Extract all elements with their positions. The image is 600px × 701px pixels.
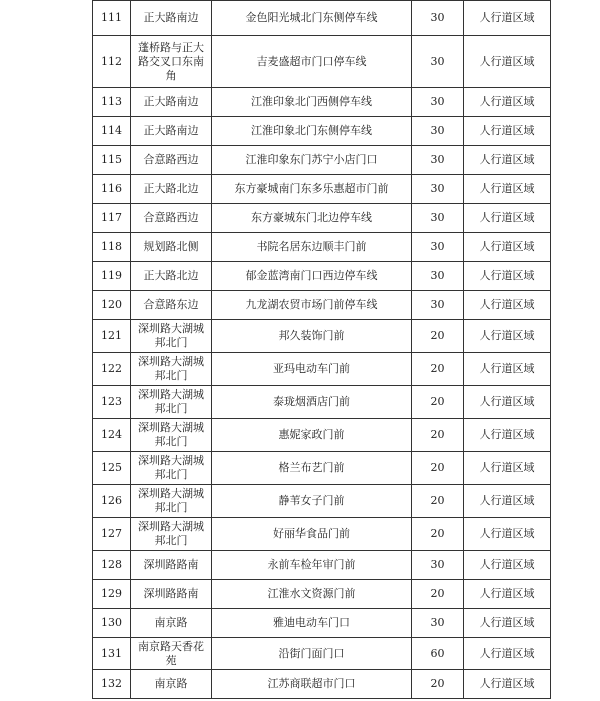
area-cell: 人行道区域 [464,419,551,452]
table-row [93,353,551,386]
road-cell: 深圳路大湖城邦北门 [131,452,212,485]
row-number-cell: 132 [93,670,131,699]
road-cell: 正大路南边 [131,1,212,36]
row-number-cell: 114 [93,117,131,146]
count-cell: 60 [412,638,464,670]
location-cell: 永前车检年审门前 [212,551,412,580]
count-cell: 30 [412,233,464,262]
count-cell: 20 [412,452,464,485]
row-number-cell: 127 [93,518,131,551]
count-cell: 30 [412,146,464,175]
road-cell: 合意路东边 [131,291,212,320]
road-cell: 南京路 [131,670,212,699]
parking-table-body [93,1,551,699]
road-cell: 规划路北侧 [131,233,212,262]
location-cell: 江淮印象北门东侧停车线 [212,117,412,146]
count-cell: 30 [412,291,464,320]
location-cell: 江淮水文资源门前 [212,580,412,609]
area-cell: 人行道区域 [464,353,551,386]
area-cell: 人行道区域 [464,175,551,204]
row-number-cell: 115 [93,146,131,175]
area-cell: 人行道区域 [464,485,551,518]
road-cell: 合意路西边 [131,204,212,233]
table-row [93,36,551,88]
row-number-cell: 124 [93,419,131,452]
count-cell: 30 [412,262,464,291]
row-number-cell: 129 [93,580,131,609]
count-cell: 20 [412,518,464,551]
count-cell: 30 [412,204,464,233]
row-number-cell: 122 [93,353,131,386]
road-cell: 深圳路大湖城邦北门 [131,353,212,386]
road-cell: 合意路西边 [131,146,212,175]
table-row [93,452,551,485]
area-cell: 人行道区域 [464,291,551,320]
area-cell: 人行道区域 [464,88,551,117]
area-cell: 人行道区域 [464,117,551,146]
parking-table [92,0,551,699]
count-cell: 20 [412,386,464,419]
count-cell: 20 [412,485,464,518]
location-cell: 江淮印象东门苏宁小店门口 [212,146,412,175]
location-cell: 吉麦盛超市门口停车线 [212,36,412,88]
location-cell: 好丽华食品门前 [212,518,412,551]
location-cell: 沿街门面门口 [212,638,412,670]
count-cell: 30 [412,175,464,204]
road-cell: 深圳路大湖城邦北门 [131,485,212,518]
row-number-cell: 128 [93,551,131,580]
row-number-cell: 111 [93,1,131,36]
table-row [93,485,551,518]
table-row [93,146,551,175]
location-cell: 静苇女子门前 [212,485,412,518]
location-cell: 书院名居东边顺丰门前 [212,233,412,262]
road-cell: 南京路天香花苑 [131,638,212,670]
count-cell: 20 [412,670,464,699]
table-row [93,670,551,699]
count-cell: 20 [412,320,464,353]
location-cell: 郁金蓝湾南门口西边停车线 [212,262,412,291]
area-cell: 人行道区域 [464,1,551,36]
location-cell: 惠妮家政门前 [212,419,412,452]
table-row [93,262,551,291]
table-row [93,233,551,262]
area-cell: 人行道区域 [464,262,551,291]
count-cell: 30 [412,609,464,638]
road-cell: 南京路 [131,609,212,638]
area-cell: 人行道区域 [464,518,551,551]
row-number-cell: 112 [93,36,131,88]
row-number-cell: 130 [93,609,131,638]
road-cell: 蓬桥路与正大路交叉口东南角 [131,36,212,88]
table-row [93,638,551,670]
road-cell: 正大路北边 [131,175,212,204]
table-row [93,291,551,320]
count-cell: 30 [412,88,464,117]
table-row [93,386,551,419]
location-cell: 亚玛电动车门前 [212,353,412,386]
area-cell: 人行道区域 [464,386,551,419]
road-cell: 深圳路路南 [131,580,212,609]
row-number-cell: 126 [93,485,131,518]
table-row [93,88,551,117]
table-row [93,518,551,551]
row-number-cell: 121 [93,320,131,353]
table-row [93,609,551,638]
road-cell: 正大路南边 [131,117,212,146]
table-row [93,1,551,36]
row-number-cell: 119 [93,262,131,291]
area-cell: 人行道区域 [464,320,551,353]
location-cell: 邦久装饰门前 [212,320,412,353]
area-cell: 人行道区域 [464,638,551,670]
area-cell: 人行道区域 [464,36,551,88]
location-cell: 格兰布艺门前 [212,452,412,485]
row-number-cell: 123 [93,386,131,419]
table-row [93,580,551,609]
road-cell: 深圳路大湖城邦北门 [131,386,212,419]
count-cell: 20 [412,580,464,609]
row-number-cell: 117 [93,204,131,233]
location-cell: 九龙湖农贸市场门前停车线 [212,291,412,320]
count-cell: 30 [412,117,464,146]
count-cell: 20 [412,353,464,386]
count-cell: 30 [412,551,464,580]
location-cell: 泰珑烟酒店门前 [212,386,412,419]
road-cell: 深圳路大湖城邦北门 [131,320,212,353]
area-cell: 人行道区域 [464,609,551,638]
road-cell: 深圳路路南 [131,551,212,580]
count-cell: 30 [412,36,464,88]
location-cell: 雅迪电动车门口 [212,609,412,638]
area-cell: 人行道区域 [464,670,551,699]
row-number-cell: 131 [93,638,131,670]
location-cell: 金色阳光城北门东侧停车线 [212,1,412,36]
table-row [93,204,551,233]
area-cell: 人行道区域 [464,551,551,580]
road-cell: 深圳路大湖城邦北门 [131,419,212,452]
location-cell: 东方豪城东门北边停车线 [212,204,412,233]
location-cell: 江苏商联超市门口 [212,670,412,699]
area-cell: 人行道区域 [464,580,551,609]
location-cell: 江淮印象北门西侧停车线 [212,88,412,117]
table-row [93,419,551,452]
count-cell: 30 [412,1,464,36]
road-cell: 正大路南边 [131,88,212,117]
row-number-cell: 125 [93,452,131,485]
area-cell: 人行道区域 [464,146,551,175]
row-number-cell: 113 [93,88,131,117]
table-row [93,117,551,146]
row-number-cell: 116 [93,175,131,204]
road-cell: 正大路北边 [131,262,212,291]
table-row [93,551,551,580]
area-cell: 人行道区域 [464,204,551,233]
table-row [93,320,551,353]
row-number-cell: 118 [93,233,131,262]
area-cell: 人行道区域 [464,452,551,485]
table-row [93,175,551,204]
location-cell: 东方豪城南门东多乐惠超市门前 [212,175,412,204]
count-cell: 20 [412,419,464,452]
area-cell: 人行道区域 [464,233,551,262]
road-cell: 深圳路大湖城邦北门 [131,518,212,551]
row-number-cell: 120 [93,291,131,320]
